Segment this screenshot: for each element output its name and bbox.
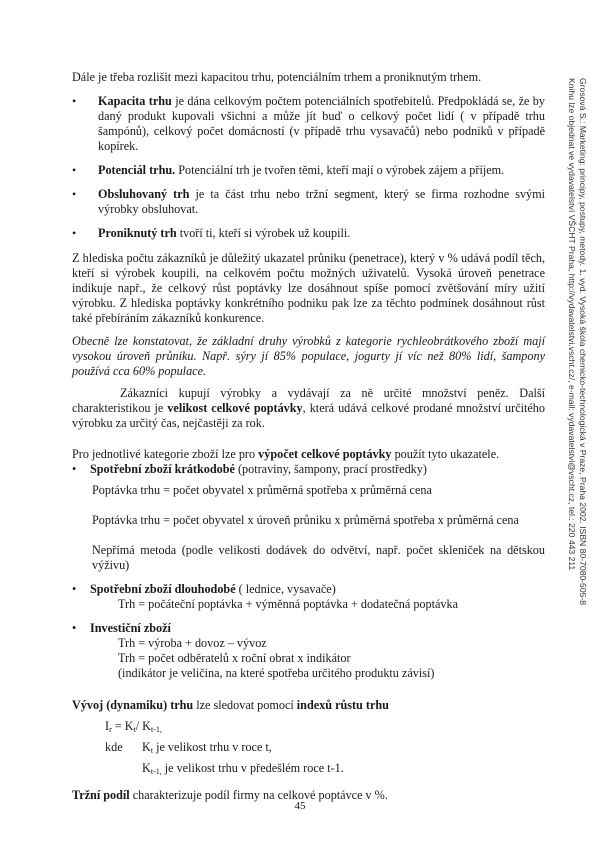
category-dlouhodobe [72, 582, 545, 597]
term: výpočet celkové poptávky [258, 447, 392, 461]
term: indexů růstu trhu [296, 698, 389, 712]
symbol: K [142, 740, 151, 754]
vyvoj-heading [72, 698, 545, 713]
poptavka-paragraph [72, 386, 545, 431]
page-number: 45 [294, 800, 306, 812]
symbol: K [142, 761, 151, 775]
text: je velikost trhu v předešlém roce t-1. [161, 761, 344, 775]
text: charakterizuje podíl firmy na celkové poptávce v %. [129, 788, 388, 802]
category-note: ( lednice, vysavače) [235, 582, 336, 596]
term: velikost celkové poptávky [167, 401, 303, 415]
bullet-potencial [72, 163, 545, 178]
penetrace-paragraph: Z hlediska počtu zákazníků je důležitý ukazatel průniku (penetrace), který v % udává podíl těch, kteří si výrobek koupili, na celkovém počtu možných uživatelů. Vysoká úroveň penetrace indikuje např., že celkový růst poptávky lze dosáhnout spíše pomocí zvětšování míry užití výrobku. Z hlediska poptávky konkrétního podniku pak lze za těchto podmínek dosáhnout růst také přebíráním zákazníků konkurence. [72, 251, 545, 325]
text: lze sledovat pomocí [193, 698, 297, 712]
side-citation [567, 78, 588, 606]
definition: Potenciální trh je tvořen těmi, kteří mají o výrobek zájem a příjem. [175, 163, 505, 177]
citation-line: Grosová S.: Marketing: principy, postupy, metody. 1. vyd. Vysoká škola chemicko-technologická v Praze, Praha 2002. ISBN 80-7080-505-8 [578, 78, 588, 606]
intro-text: Dále je třeba rozlišit mezi kapacitou trhu, potenciálním trhem a proniknutým trhem. [72, 70, 482, 84]
definition: tvoří ti, kteří si výrobek už koupili. [176, 226, 351, 240]
term: Vývoj (dynamiku) trhu [72, 698, 194, 712]
bullet-kapacita [72, 94, 545, 154]
term: Potenciál trhu. [98, 163, 176, 177]
formula-legend [105, 740, 545, 755]
term: Kapacita trhu [98, 94, 172, 108]
bullet-icon: • [72, 226, 77, 240]
bullet-icon: • [72, 462, 77, 476]
term: Proniknutý trh [98, 226, 177, 240]
kde-label: kde [105, 740, 123, 754]
definition: je dána celkovým počtem potenciálních spotřebitelů. Předpokládá se, že by daný produkt kupovali všichni a může jít buď o celkový počet lidí ( v případě trhu šampónů), celkový počet domácností (v případě trhu vysavačů) nebo podniků v případě kopírek. [98, 94, 545, 153]
category-title: Investiční zboží [90, 621, 171, 635]
subscript: r [109, 725, 112, 734]
text: Zákazníci kupují výrobky a vydávají za ně určité množství peněz. Další charakteristikou je [72, 386, 545, 415]
definition: je ta část trhu nebo tržní segment, který se firma rozhodne svými výrobky obsluhovat. [98, 187, 546, 216]
bullet-icon: • [72, 94, 77, 108]
text: je velikost trhu v roce t, [153, 740, 272, 754]
category-title: Spotřební zboží dlouhodobé [90, 582, 236, 596]
formula-legend-line2 [142, 761, 545, 776]
formula-line: (indikátor je veličina, na které spotřeba určitého produktu závisí) [118, 666, 435, 680]
category-title: Spotřební zboží krátkodobé [90, 462, 235, 476]
text: Pro jednotlivé kategorie zboží lze pro [72, 447, 259, 461]
symbol: I [105, 719, 110, 733]
page-body [72, 70, 545, 803]
formula-line: Poptávka trhu = počet obyvatel x průměrná spotřeba x průměrná cena [92, 483, 432, 497]
term: Obsluhovaný trh [98, 187, 190, 201]
category-note: (potraviny, šampony, prací prostředky) [234, 462, 427, 476]
subscript: t [133, 725, 136, 734]
formula-line: Poptávka trhu = počet obyvatel x úroveň průniku x průměrná spotřeba x průměrná cena [92, 513, 519, 527]
symbol: = K [111, 719, 134, 733]
bullet-icon: • [72, 163, 77, 177]
italic-note: Obecně lze konstatovat, že základní druhy výrobků z kategorie rychleobrátkového zboží mají vysokou úroveň průniku. Např. sýry jí 85% populace, jogurty jí víc než 80% lidí, šampony používá cca 60% populace. [72, 334, 545, 378]
categories-lead [72, 447, 545, 462]
term: Tržní podíl [72, 788, 130, 802]
bullet-proniknuty [72, 226, 545, 241]
bullet-obsluhovany [72, 187, 545, 217]
text: použít tyto ukazatele. [391, 447, 500, 461]
formula-line: Trh = výroba + dovoz – vývoz [118, 636, 267, 650]
formula-line: Nepřímá metoda (podle velikosti dodávek do odvětví, např. počet skleniček na dětskou výživu) [92, 543, 545, 572]
symbol: / K [135, 719, 151, 733]
formula-line: Trh = počáteční poptávka + výměnná poptávka + dodatečná poptávka [118, 597, 458, 611]
category-kratkodobe [72, 462, 545, 477]
subscript: t [150, 746, 154, 755]
formula-line: Trh = počet odběratelů x roční obrat x indikátor [118, 651, 351, 665]
bullet-icon: • [72, 187, 77, 201]
subscript: t-1, [150, 767, 162, 776]
index-formula [105, 719, 545, 734]
bullet-icon: • [72, 582, 77, 596]
order-info-line: Knihu lze objednat ve vydavatelství VŠCHT Praha, http://vydavatelstvi.vscht.cz/, e-mail: vydavatelstvi@vscht.cz, tel.: 220 443 211 [567, 78, 578, 571]
category-investicni [72, 621, 545, 636]
bullet-icon: • [72, 621, 77, 635]
text: , která udává celkové prodané množství určitého výrobku za určitý čas, nejčastěji za rok. [72, 401, 545, 430]
subscript: t-1, [150, 725, 162, 734]
